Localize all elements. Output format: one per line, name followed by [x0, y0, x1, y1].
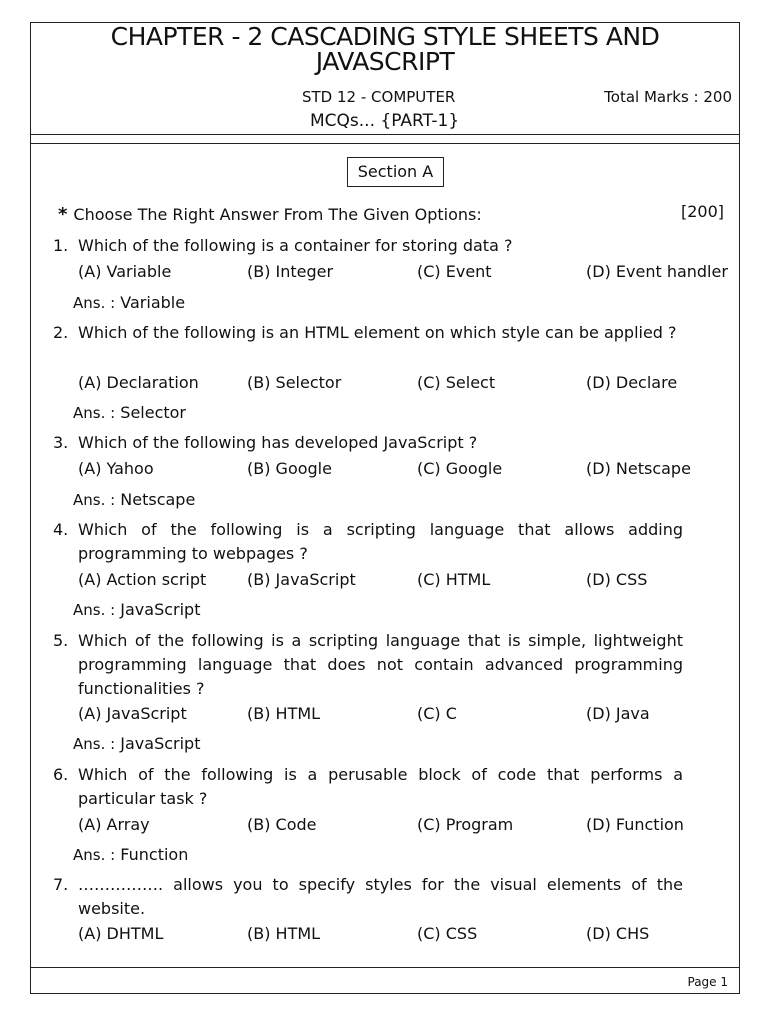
question-text: Which of the following has developed JavaScript ? [78, 433, 478, 452]
question-4 [53, 518, 683, 566]
answer-value: Function [120, 845, 189, 864]
option-b: (B) Selector [247, 373, 342, 392]
question-number: 7. [53, 875, 69, 894]
answer-value: JavaScript [120, 600, 201, 619]
answer-label: Ans. : [73, 404, 116, 422]
option-c: (C) C [417, 704, 457, 723]
question-7 [53, 873, 683, 921]
page-title: CHAPTER - 2 CASCADING STYLE SHEETS AND JAVASCRIPT [110, 22, 660, 76]
question-text: Which of the following is a container for storing data ? [78, 236, 513, 255]
question-number: 2. [53, 323, 69, 342]
option-b: (B) HTML [247, 924, 321, 943]
header-divider-2 [30, 143, 740, 144]
page-number: Page 1 [687, 975, 728, 989]
question-text: Which of the following is a perusable block of code that performs a particular task ? [78, 765, 683, 808]
option-b: (B) HTML [247, 704, 321, 723]
option-b: (B) Code [247, 815, 317, 834]
option-b: (B) JavaScript [247, 570, 356, 589]
answer-label: Ans. : [73, 601, 116, 619]
option-c: (C) CSS [417, 924, 478, 943]
option-d: (D) CSS [586, 570, 648, 589]
part-label: MCQs... {PART-1} [310, 111, 460, 131]
instruction-marks: [200] [680, 202, 724, 221]
header-divider [30, 134, 740, 135]
option-d: (D) Event handler [586, 262, 728, 281]
option-d: (D) Netscape [586, 459, 691, 478]
option-c: (C) Program [417, 815, 514, 834]
answer-6 [73, 845, 188, 864]
answer-5 [73, 734, 200, 753]
question-number: 3. [53, 433, 69, 452]
option-b: (B) Integer [247, 262, 334, 281]
option-c: (C) Event [417, 262, 492, 281]
option-a: (A) JavaScript [78, 704, 187, 723]
answer-value: Netscape [120, 490, 196, 509]
section-heading: Section A [347, 157, 444, 187]
option-a: (A) Action script [78, 570, 207, 589]
footer-divider [30, 967, 740, 968]
answer-value: Variable [120, 293, 186, 312]
option-c: (C) Select [417, 373, 496, 392]
answer-value: Selector [120, 403, 187, 422]
answer-label: Ans. : [73, 294, 116, 312]
question-text: Which of the following is a scripting language that is simple, lightweight programming language that does not contain advanced programming functionalities ? [78, 631, 683, 698]
option-a: (A) Declaration [78, 373, 199, 392]
instruction-text: Choose The Right Answer From The Given Options: [73, 205, 482, 224]
answer-label: Ans. : [73, 491, 116, 509]
question-number: 6. [53, 765, 69, 784]
option-d: (D) Declare [586, 373, 678, 392]
standard-label: STD 12 - COMPUTER [302, 88, 456, 106]
option-c: (C) Google [417, 459, 503, 478]
answer-2 [73, 403, 186, 422]
answer-1 [73, 293, 185, 312]
answer-label: Ans. : [73, 735, 116, 753]
option-a: (A) DHTML [78, 924, 164, 943]
question-number: 1. [53, 236, 69, 255]
question-text: Which of the following is a scripting language that allows adding programming to webpages ? [78, 520, 683, 563]
option-d: (D) Java [586, 704, 650, 723]
option-a: (A) Yahoo [78, 459, 154, 478]
option-d: (D) Function [586, 815, 684, 834]
question-2 [53, 321, 683, 345]
question-6 [53, 763, 683, 811]
option-c: (C) HTML [417, 570, 491, 589]
total-marks: Total Marks : 200 [604, 88, 732, 106]
question-number: 5. [53, 631, 69, 650]
question-number: 4. [53, 520, 69, 539]
option-a: (A) Array [78, 815, 150, 834]
question-text: ……………. allows you to specify styles for the visual elements of the website. [78, 875, 683, 918]
option-d: (D) CHS [586, 924, 650, 943]
answer-value: JavaScript [120, 734, 201, 753]
star-bullet: * [58, 204, 68, 225]
option-a: (A) Variable [78, 262, 172, 281]
question-3 [53, 431, 683, 455]
question-5 [53, 629, 683, 701]
instruction [58, 204, 482, 225]
question-text: Which of the following is an HTML element on which style can be applied ? [78, 323, 677, 342]
question-1 [53, 234, 683, 258]
answer-4 [73, 600, 200, 619]
answer-3 [73, 490, 195, 509]
option-b: (B) Google [247, 459, 332, 478]
answer-label: Ans. : [73, 846, 116, 864]
